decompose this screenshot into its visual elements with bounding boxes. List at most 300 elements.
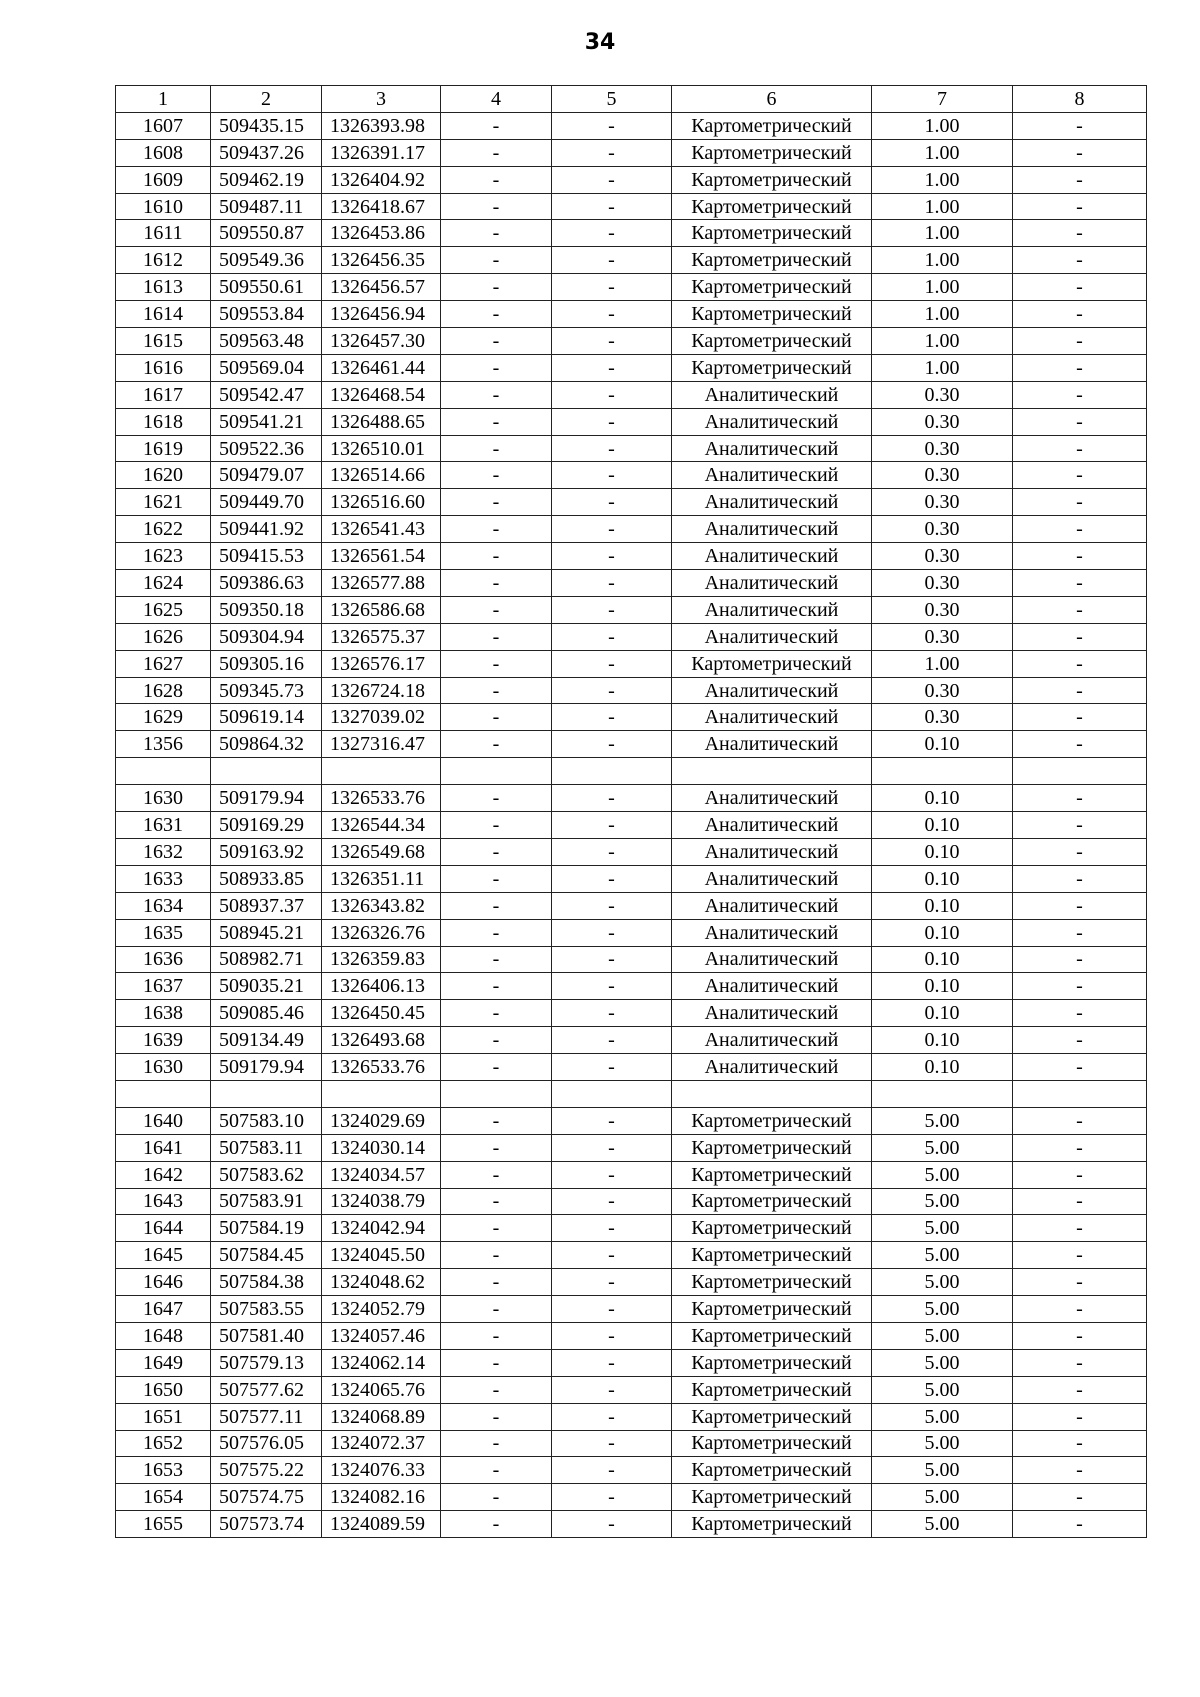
table-cell — [116, 758, 211, 785]
table-cell: Картометрический — [672, 1269, 872, 1296]
table-cell: 1.00 — [872, 112, 1013, 139]
header-cell: 2 — [211, 86, 322, 113]
table-cell: Аналитический — [672, 946, 872, 973]
table-cell: 1.00 — [872, 193, 1013, 220]
table-cell: - — [441, 112, 552, 139]
table-cell: - — [552, 1511, 672, 1538]
table-cell: 507576.05 — [211, 1430, 322, 1457]
table-row — [116, 892, 1147, 919]
header-cell: 7 — [872, 86, 1013, 113]
table-cell: - — [1013, 462, 1147, 489]
table-cell: Аналитический — [672, 1000, 872, 1027]
table-cell: 1324057.46 — [322, 1322, 441, 1349]
table-cell: 508945.21 — [211, 919, 322, 946]
table-cell: 1327316.47 — [322, 731, 441, 758]
table-cell: 0.30 — [872, 462, 1013, 489]
table-cell: 1324048.62 — [322, 1269, 441, 1296]
table-cell: 1614 — [116, 301, 211, 328]
table-cell: 1326724.18 — [322, 677, 441, 704]
table-cell: 507584.19 — [211, 1215, 322, 1242]
table-cell: 1326586.68 — [322, 596, 441, 623]
table-cell: - — [441, 650, 552, 677]
table-row — [116, 247, 1147, 274]
table-cell — [1013, 1080, 1147, 1107]
table-cell: 509305.16 — [211, 650, 322, 677]
table-cell: 0.10 — [872, 919, 1013, 946]
table-cell: 1.00 — [872, 354, 1013, 381]
table-cell: 509085.46 — [211, 1000, 322, 1027]
table-cell: 1630 — [116, 1054, 211, 1081]
table-cell — [1013, 758, 1147, 785]
table-cell: - — [552, 838, 672, 865]
table-cell: Аналитический — [672, 462, 872, 489]
table-cell: - — [1013, 623, 1147, 650]
table-row — [116, 570, 1147, 597]
table-cell: Аналитический — [672, 516, 872, 543]
table-cell: 5.00 — [872, 1242, 1013, 1269]
table-cell: 1326343.82 — [322, 892, 441, 919]
table-cell: 509462.19 — [211, 166, 322, 193]
table-cell: - — [552, 812, 672, 839]
table-cell: - — [441, 1349, 552, 1376]
table-cell: 509386.63 — [211, 570, 322, 597]
table-cell: Картометрический — [672, 1511, 872, 1538]
table-cell: 0.10 — [872, 838, 1013, 865]
table-cell: 1.00 — [872, 274, 1013, 301]
table-cell: Картометрический — [672, 1107, 872, 1134]
table-cell: Аналитический — [672, 381, 872, 408]
table-cell: - — [441, 139, 552, 166]
table-cell: 1326457.30 — [322, 328, 441, 355]
table-cell: - — [1013, 1134, 1147, 1161]
table-cell: 1608 — [116, 139, 211, 166]
table-cell: Картометрический — [672, 1134, 872, 1161]
table-row — [116, 462, 1147, 489]
table-cell: - — [441, 1457, 552, 1484]
table-cell: - — [441, 1296, 552, 1323]
table-cell: - — [1013, 731, 1147, 758]
table-cell: 1628 — [116, 677, 211, 704]
table-row — [116, 1188, 1147, 1215]
table-row — [116, 1107, 1147, 1134]
table-cell: - — [1013, 1000, 1147, 1027]
table-cell: - — [1013, 865, 1147, 892]
table-cell: 509179.94 — [211, 1054, 322, 1081]
table-cell: 509541.21 — [211, 408, 322, 435]
table-cell: - — [552, 919, 672, 946]
table-cell: 1650 — [116, 1376, 211, 1403]
table-cell: - — [1013, 812, 1147, 839]
table-cell: 0.10 — [872, 892, 1013, 919]
table-cell: - — [1013, 1027, 1147, 1054]
table-row — [116, 139, 1147, 166]
table-cell: 1326561.54 — [322, 543, 441, 570]
table-row — [116, 812, 1147, 839]
table-cell: 507579.13 — [211, 1349, 322, 1376]
table-cell: - — [552, 1457, 672, 1484]
table-cell: 1645 — [116, 1242, 211, 1269]
table-cell: 1326453.86 — [322, 220, 441, 247]
table-cell: 0.10 — [872, 812, 1013, 839]
table-cell: 1324065.76 — [322, 1376, 441, 1403]
table-cell: 1324038.79 — [322, 1188, 441, 1215]
table-cell: Аналитический — [672, 489, 872, 516]
table-row — [116, 1511, 1147, 1538]
table-cell: - — [552, 1296, 672, 1323]
table-cell: 1615 — [116, 328, 211, 355]
table-cell: 1324089.59 — [322, 1511, 441, 1538]
table-cell: 1324029.69 — [322, 1107, 441, 1134]
table-cell: - — [441, 785, 552, 812]
table-cell: 1326544.34 — [322, 812, 441, 839]
table-body — [116, 86, 1147, 1538]
table-cell: - — [441, 1484, 552, 1511]
table-cell: - — [441, 1242, 552, 1269]
table-cell: 507577.62 — [211, 1376, 322, 1403]
table-cell: - — [552, 596, 672, 623]
table-cell: 1630 — [116, 785, 211, 812]
table-cell — [672, 1080, 872, 1107]
table-cell: - — [552, 435, 672, 462]
table-cell: Картометрический — [672, 301, 872, 328]
table-cell: Аналитический — [672, 570, 872, 597]
table-cell: - — [1013, 704, 1147, 731]
table-row — [116, 785, 1147, 812]
table-cell: 0.10 — [872, 865, 1013, 892]
table-cell: - — [552, 301, 672, 328]
table-cell: 507581.40 — [211, 1322, 322, 1349]
table-cell: Картометрический — [672, 1430, 872, 1457]
table-cell: - — [441, 919, 552, 946]
table-cell — [441, 1080, 552, 1107]
table-row — [116, 166, 1147, 193]
table-cell: Аналитический — [672, 919, 872, 946]
table-cell: 1612 — [116, 247, 211, 274]
table-cell: 5.00 — [872, 1457, 1013, 1484]
table-row — [116, 1349, 1147, 1376]
table-cell: 509553.84 — [211, 301, 322, 328]
table-cell: - — [1013, 112, 1147, 139]
table-cell: - — [1013, 435, 1147, 462]
header-cell: 4 — [441, 86, 552, 113]
table-cell: 508982.71 — [211, 946, 322, 973]
table-cell: 1326456.94 — [322, 301, 441, 328]
table-cell: 5.00 — [872, 1484, 1013, 1511]
table-cell: - — [1013, 1403, 1147, 1430]
table-cell: 1638 — [116, 1000, 211, 1027]
table-cell — [552, 1080, 672, 1107]
table-cell: - — [552, 381, 672, 408]
table-cell: 509441.92 — [211, 516, 322, 543]
table-cell: 509542.47 — [211, 381, 322, 408]
table-cell: 1324072.37 — [322, 1430, 441, 1457]
table-cell: - — [552, 1322, 672, 1349]
table-cell: - — [441, 301, 552, 328]
table-cell: 1617 — [116, 381, 211, 408]
table-cell: - — [552, 1269, 672, 1296]
table-cell: - — [552, 1188, 672, 1215]
table-cell: Картометрический — [672, 1242, 872, 1269]
table-cell: 508933.85 — [211, 865, 322, 892]
table-cell: - — [441, 892, 552, 919]
table-cell: 1634 — [116, 892, 211, 919]
table-cell: 1324076.33 — [322, 1457, 441, 1484]
table-cell: - — [1013, 1484, 1147, 1511]
table-cell: - — [1013, 919, 1147, 946]
table-cell: - — [441, 381, 552, 408]
table-cell: - — [552, 865, 672, 892]
table-cell — [872, 758, 1013, 785]
table-cell: 1631 — [116, 812, 211, 839]
table-cell: - — [441, 1322, 552, 1349]
table-row — [116, 865, 1147, 892]
table-cell: 1326461.44 — [322, 354, 441, 381]
table-cell: 1324052.79 — [322, 1296, 441, 1323]
table-cell: 5.00 — [872, 1511, 1013, 1538]
table-cell: - — [552, 1484, 672, 1511]
table-cell: - — [552, 973, 672, 1000]
table-row — [116, 1296, 1147, 1323]
table-row — [116, 381, 1147, 408]
table-cell: 509549.36 — [211, 247, 322, 274]
table-cell: 1649 — [116, 1349, 211, 1376]
table-cell: 1625 — [116, 596, 211, 623]
table-row — [116, 596, 1147, 623]
table-cell — [211, 1080, 322, 1107]
table-cell: 1622 — [116, 516, 211, 543]
table-cell — [441, 758, 552, 785]
table-cell: 1356 — [116, 731, 211, 758]
table-cell: 1642 — [116, 1161, 211, 1188]
header-cell: 1 — [116, 86, 211, 113]
table-cell: - — [552, 220, 672, 247]
table-cell: 1326510.01 — [322, 435, 441, 462]
table-cell: Аналитический — [672, 543, 872, 570]
table-cell: Картометрический — [672, 650, 872, 677]
table-cell — [322, 758, 441, 785]
table-cell: Картометрический — [672, 328, 872, 355]
table-cell: 507583.62 — [211, 1161, 322, 1188]
table-cell — [872, 1080, 1013, 1107]
table-cell: - — [441, 220, 552, 247]
table-cell: 1.00 — [872, 139, 1013, 166]
table-row — [116, 704, 1147, 731]
table-cell: - — [552, 1054, 672, 1081]
table-cell: - — [441, 1215, 552, 1242]
table-cell: - — [552, 677, 672, 704]
table-cell — [322, 1080, 441, 1107]
table-header-row — [116, 86, 1147, 113]
table-cell: 1610 — [116, 193, 211, 220]
table-cell: 5.00 — [872, 1188, 1013, 1215]
table-cell: 509169.29 — [211, 812, 322, 839]
table-cell: 5.00 — [872, 1376, 1013, 1403]
table-cell: - — [552, 704, 672, 731]
table-cell: - — [1013, 489, 1147, 516]
table-cell: 5.00 — [872, 1215, 1013, 1242]
table-cell: - — [1013, 1349, 1147, 1376]
table-cell: 507583.55 — [211, 1296, 322, 1323]
table-row — [116, 650, 1147, 677]
table-cell: 1326468.54 — [322, 381, 441, 408]
table-cell: - — [441, 166, 552, 193]
table-cell: - — [1013, 596, 1147, 623]
table-cell: 1326456.57 — [322, 274, 441, 301]
table-cell: 1326351.11 — [322, 865, 441, 892]
table-cell: - — [441, 677, 552, 704]
table-cell: - — [1013, 354, 1147, 381]
table-cell: 509569.04 — [211, 354, 322, 381]
table-cell: 509345.73 — [211, 677, 322, 704]
header-cell: 8 — [1013, 86, 1147, 113]
table-cell: - — [552, 785, 672, 812]
table-cell: - — [1013, 166, 1147, 193]
table-cell: - — [441, 812, 552, 839]
page-number: 34 — [584, 30, 616, 55]
table-cell: - — [552, 650, 672, 677]
table-cell: - — [441, 1403, 552, 1430]
table-row — [116, 1161, 1147, 1188]
table-row — [116, 193, 1147, 220]
table-cell: - — [1013, 1242, 1147, 1269]
table-cell: 1326404.92 — [322, 166, 441, 193]
table-cell: - — [441, 1511, 552, 1538]
table-cell: 5.00 — [872, 1296, 1013, 1323]
table-cell: - — [552, 892, 672, 919]
table-cell: 1326541.43 — [322, 516, 441, 543]
table-cell: 1626 — [116, 623, 211, 650]
table-cell: 1636 — [116, 946, 211, 973]
table-cell: 1619 — [116, 435, 211, 462]
table-cell: 1326488.65 — [322, 408, 441, 435]
table-cell: 0.10 — [872, 1054, 1013, 1081]
table-cell: 1647 — [116, 1296, 211, 1323]
table-cell: Аналитический — [672, 1027, 872, 1054]
table-cell: - — [1013, 543, 1147, 570]
table-cell: - — [1013, 1161, 1147, 1188]
table-cell: Аналитический — [672, 704, 872, 731]
table-cell: 1327039.02 — [322, 704, 441, 731]
table-cell: - — [441, 838, 552, 865]
table-cell: - — [552, 1000, 672, 1027]
table-cell: - — [552, 112, 672, 139]
table-row — [116, 919, 1147, 946]
table-cell: Аналитический — [672, 892, 872, 919]
table-cell: - — [441, 462, 552, 489]
table-cell: 1326493.68 — [322, 1027, 441, 1054]
table-cell: 0.30 — [872, 381, 1013, 408]
table-cell: 0.10 — [872, 731, 1013, 758]
table-cell: 1654 — [116, 1484, 211, 1511]
table-cell: - — [1013, 1269, 1147, 1296]
table-cell: Картометрический — [672, 354, 872, 381]
table-cell: 0.10 — [872, 785, 1013, 812]
table-cell: - — [441, 1269, 552, 1296]
table-cell: - — [1013, 1107, 1147, 1134]
table-cell: 1324030.14 — [322, 1134, 441, 1161]
table-row — [116, 301, 1147, 328]
table-cell: - — [1013, 570, 1147, 597]
table-cell: - — [441, 570, 552, 597]
table-cell: Картометрический — [672, 1215, 872, 1242]
table-cell: - — [552, 946, 672, 973]
table-cell: - — [1013, 1457, 1147, 1484]
table-separator-row — [116, 1080, 1147, 1107]
table-cell: 509350.18 — [211, 596, 322, 623]
table-row — [116, 1000, 1147, 1027]
table-cell: 5.00 — [872, 1134, 1013, 1161]
table-cell: 1.00 — [872, 166, 1013, 193]
table-cell: - — [441, 435, 552, 462]
table-cell: - — [441, 193, 552, 220]
table-cell: - — [1013, 1215, 1147, 1242]
table-row — [116, 946, 1147, 973]
table-cell: - — [441, 946, 552, 973]
table-cell — [552, 758, 672, 785]
table-cell: 509449.70 — [211, 489, 322, 516]
table-cell: 509550.87 — [211, 220, 322, 247]
table-cell: 1643 — [116, 1188, 211, 1215]
table-cell: 1326326.76 — [322, 919, 441, 946]
table-cell: Картометрический — [672, 274, 872, 301]
table-cell: - — [1013, 1376, 1147, 1403]
table-row — [116, 220, 1147, 247]
table-cell: - — [1013, 1430, 1147, 1457]
table-cell: 1652 — [116, 1430, 211, 1457]
table-cell: Картометрический — [672, 1161, 872, 1188]
table-cell: - — [441, 596, 552, 623]
coordinates-table — [115, 85, 1147, 1538]
table-row — [116, 1134, 1147, 1161]
table-cell: 507584.45 — [211, 1242, 322, 1269]
table-row — [116, 408, 1147, 435]
table-row — [116, 1376, 1147, 1403]
table-cell: Аналитический — [672, 812, 872, 839]
table-cell: - — [1013, 1188, 1147, 1215]
table-cell: - — [552, 1242, 672, 1269]
table-row — [116, 677, 1147, 704]
table-cell: - — [1013, 328, 1147, 355]
table-cell: Картометрический — [672, 1296, 872, 1323]
table-cell: - — [552, 139, 672, 166]
table-cell: - — [1013, 381, 1147, 408]
table-cell: 1.00 — [872, 650, 1013, 677]
table-cell: 507575.22 — [211, 1457, 322, 1484]
table-cell: 1326359.83 — [322, 946, 441, 973]
table-cell: 1635 — [116, 919, 211, 946]
table-cell: 507574.75 — [211, 1484, 322, 1511]
table-cell: Картометрический — [672, 1484, 872, 1511]
table-cell: 1326549.68 — [322, 838, 441, 865]
table-cell: 1616 — [116, 354, 211, 381]
table-cell: - — [441, 865, 552, 892]
table-cell: 1621 — [116, 489, 211, 516]
table-cell: Аналитический — [672, 623, 872, 650]
table-cell: 509304.94 — [211, 623, 322, 650]
table-cell: 1.00 — [872, 328, 1013, 355]
table-cell: - — [1013, 220, 1147, 247]
table-cell: 5.00 — [872, 1430, 1013, 1457]
table-cell: Картометрический — [672, 112, 872, 139]
table-cell: 1607 — [116, 112, 211, 139]
table-cell: Аналитический — [672, 596, 872, 623]
table-cell: - — [441, 731, 552, 758]
table-row — [116, 1242, 1147, 1269]
table-cell: - — [552, 462, 672, 489]
table-cell: 509435.15 — [211, 112, 322, 139]
table-row — [116, 1269, 1147, 1296]
table-cell: - — [552, 193, 672, 220]
